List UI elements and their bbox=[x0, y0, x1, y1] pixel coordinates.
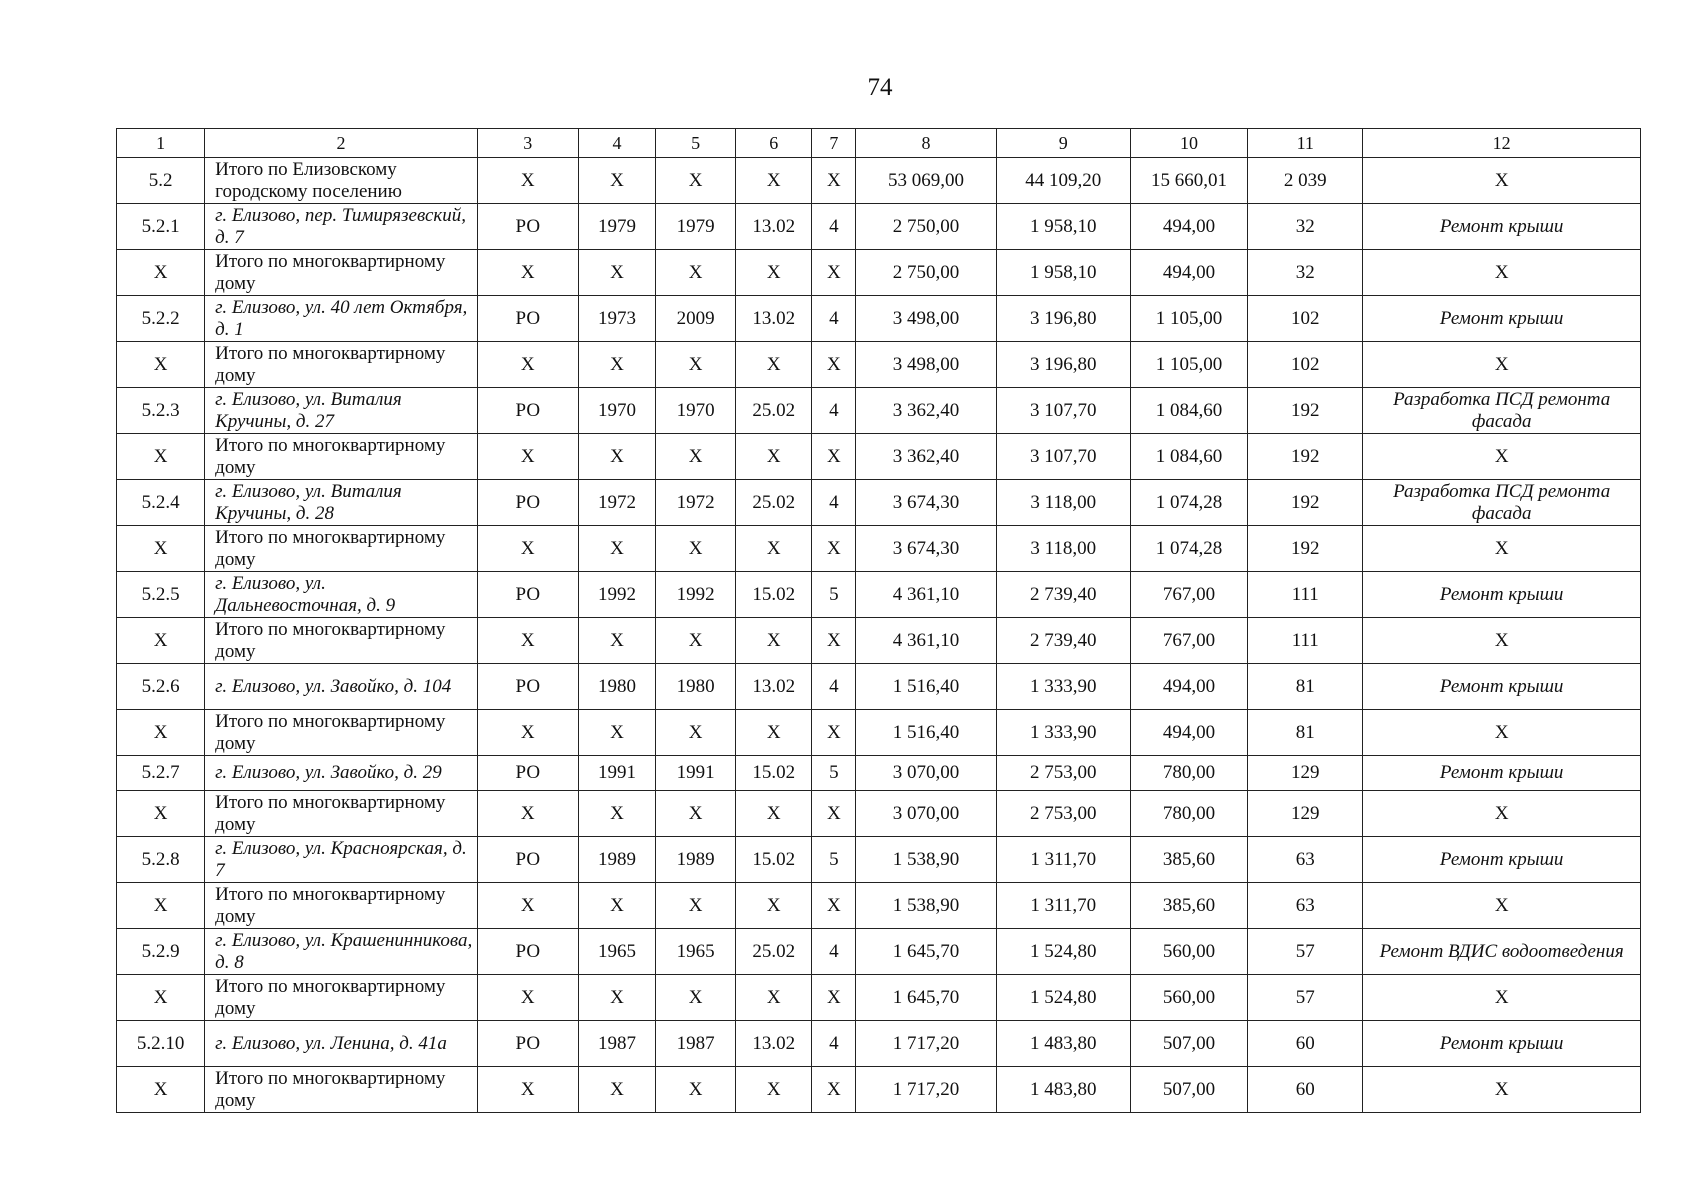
house-row bbox=[117, 296, 1641, 342]
column-header: 6 bbox=[736, 129, 812, 158]
object-name-cell: Итого по Елизовскому городскому поселению bbox=[205, 158, 478, 204]
floors-cell: X bbox=[812, 434, 856, 480]
total-row bbox=[117, 975, 1641, 1021]
living-area-cell: 1 524,80 bbox=[996, 929, 1130, 975]
column-header: 5 bbox=[656, 129, 736, 158]
total-row bbox=[117, 158, 1641, 204]
commission-year-cell: 1989 bbox=[656, 837, 736, 883]
page-number: 74 bbox=[867, 74, 893, 101]
residents-cell: 192 bbox=[1248, 434, 1363, 480]
total-area-cell: 1 717,20 bbox=[856, 1021, 996, 1067]
roof-area-cell: 494,00 bbox=[1130, 204, 1247, 250]
build-year-cell: 1989 bbox=[578, 837, 655, 883]
service-code-cell: 25.02 bbox=[736, 480, 812, 526]
floors-cell: X bbox=[812, 250, 856, 296]
material-cell: РО bbox=[477, 296, 578, 342]
commission-year-cell: X bbox=[656, 710, 736, 756]
residents-cell: 60 bbox=[1248, 1067, 1363, 1113]
material-cell: X bbox=[477, 158, 578, 204]
living-area-cell: 1 524,80 bbox=[996, 975, 1130, 1021]
residents-cell: 102 bbox=[1248, 296, 1363, 342]
commission-year-cell: 1991 bbox=[656, 756, 736, 791]
build-year-cell: 1987 bbox=[578, 1021, 655, 1067]
object-name-cell: г. Елизово, пер. Тимирязевский, д. 7 bbox=[205, 204, 478, 250]
house-row bbox=[117, 388, 1641, 434]
object-name-cell: Итого по многоквартирному дому bbox=[205, 250, 478, 296]
service-code-cell: X bbox=[736, 883, 812, 929]
total-area-cell: 1 538,90 bbox=[856, 883, 996, 929]
service-code-cell: 13.02 bbox=[736, 204, 812, 250]
object-name-cell: г. Елизово, ул. Завойко, д. 29 bbox=[205, 756, 478, 791]
object-name-cell: г. Елизово, ул. 40 лет Октября, д. 1 bbox=[205, 296, 478, 342]
house-row bbox=[117, 204, 1641, 250]
material-cell: РО bbox=[477, 1021, 578, 1067]
build-year-cell: 1980 bbox=[578, 664, 655, 710]
repair-program-table bbox=[116, 128, 1641, 1113]
row-number-cell: 5.2.10 bbox=[117, 1021, 205, 1067]
total-area-cell: 4 361,10 bbox=[856, 618, 996, 664]
floors-cell: 4 bbox=[812, 204, 856, 250]
build-year-cell: 1965 bbox=[578, 929, 655, 975]
total-area-cell: 1 516,40 bbox=[856, 664, 996, 710]
total-area-cell: 2 750,00 bbox=[856, 250, 996, 296]
roof-area-cell: 1 074,28 bbox=[1130, 526, 1247, 572]
roof-area-cell: 560,00 bbox=[1130, 975, 1247, 1021]
total-area-cell: 3 070,00 bbox=[856, 756, 996, 791]
roof-area-cell: 507,00 bbox=[1130, 1067, 1247, 1113]
build-year-cell: X bbox=[578, 158, 655, 204]
work-type-cell: X bbox=[1363, 1067, 1641, 1113]
commission-year-cell: X bbox=[656, 791, 736, 837]
material-cell: X bbox=[477, 975, 578, 1021]
object-name-cell: г. Елизово, ул. Виталия Кручины, д. 27 bbox=[205, 388, 478, 434]
build-year-cell: 1972 bbox=[578, 480, 655, 526]
build-year-cell: 1973 bbox=[578, 296, 655, 342]
residents-cell: 129 bbox=[1248, 791, 1363, 837]
work-type-cell: X bbox=[1363, 710, 1641, 756]
build-year-cell: 1970 bbox=[578, 388, 655, 434]
floors-cell: X bbox=[812, 710, 856, 756]
floors-cell: X bbox=[812, 618, 856, 664]
total-area-cell: 53 069,00 bbox=[856, 158, 996, 204]
work-type-cell: Ремонт крыши bbox=[1363, 572, 1641, 618]
row-number-cell: 5.2.8 bbox=[117, 837, 205, 883]
material-cell: РО bbox=[477, 204, 578, 250]
row-number-cell: X bbox=[117, 1067, 205, 1113]
living-area-cell: 3 118,00 bbox=[996, 480, 1130, 526]
table-body bbox=[117, 129, 1641, 1113]
residents-cell: 81 bbox=[1248, 710, 1363, 756]
build-year-cell: X bbox=[578, 434, 655, 480]
object-name-cell: г. Елизово, ул. Дальневосточная, д. 9 bbox=[205, 572, 478, 618]
row-number-cell: 5.2 bbox=[117, 158, 205, 204]
build-year-cell: X bbox=[578, 342, 655, 388]
roof-area-cell: 767,00 bbox=[1130, 618, 1247, 664]
commission-year-cell: X bbox=[656, 434, 736, 480]
work-type-cell: X bbox=[1363, 618, 1641, 664]
material-cell: X bbox=[477, 526, 578, 572]
work-type-cell: X bbox=[1363, 791, 1641, 837]
row-number-cell: X bbox=[117, 434, 205, 480]
house-row bbox=[117, 572, 1641, 618]
commission-year-cell: 1970 bbox=[656, 388, 736, 434]
house-row bbox=[117, 756, 1641, 791]
row-number-cell: 5.2.5 bbox=[117, 572, 205, 618]
work-type-cell: X bbox=[1363, 434, 1641, 480]
total-area-cell: 1 645,70 bbox=[856, 975, 996, 1021]
service-code-cell: 15.02 bbox=[736, 572, 812, 618]
build-year-cell: 1992 bbox=[578, 572, 655, 618]
floors-cell: 4 bbox=[812, 929, 856, 975]
total-area-cell: 1 717,20 bbox=[856, 1067, 996, 1113]
total-area-cell: 3 362,40 bbox=[856, 434, 996, 480]
roof-area-cell: 1 084,60 bbox=[1130, 388, 1247, 434]
commission-year-cell: 1965 bbox=[656, 929, 736, 975]
floors-cell: X bbox=[812, 975, 856, 1021]
build-year-cell: X bbox=[578, 1067, 655, 1113]
residents-cell: 192 bbox=[1248, 526, 1363, 572]
living-area-cell: 2 739,40 bbox=[996, 572, 1130, 618]
total-area-cell: 3 362,40 bbox=[856, 388, 996, 434]
total-row bbox=[117, 250, 1641, 296]
residents-cell: 32 bbox=[1248, 250, 1363, 296]
total-area-cell: 2 750,00 bbox=[856, 204, 996, 250]
work-type-cell: X bbox=[1363, 342, 1641, 388]
object-name-cell: Итого по многоквартирному дому bbox=[205, 1067, 478, 1113]
column-header: 4 bbox=[578, 129, 655, 158]
work-type-cell: Ремонт крыши bbox=[1363, 1021, 1641, 1067]
floors-cell: 4 bbox=[812, 1021, 856, 1067]
commission-year-cell: 1972 bbox=[656, 480, 736, 526]
floors-cell: 4 bbox=[812, 296, 856, 342]
material-cell: X bbox=[477, 1067, 578, 1113]
house-row bbox=[117, 664, 1641, 710]
column-header: 12 bbox=[1363, 129, 1641, 158]
row-number-cell: X bbox=[117, 618, 205, 664]
commission-year-cell: X bbox=[656, 526, 736, 572]
living-area-cell: 2 753,00 bbox=[996, 756, 1130, 791]
floors-cell: X bbox=[812, 526, 856, 572]
object-name-cell: Итого по многоквартирному дому bbox=[205, 618, 478, 664]
work-type-cell: Разработка ПСД ремонта фасада bbox=[1363, 480, 1641, 526]
floors-cell: 4 bbox=[812, 480, 856, 526]
living-area-cell: 2 739,40 bbox=[996, 618, 1130, 664]
row-number-cell: X bbox=[117, 883, 205, 929]
work-type-cell: Ремонт крыши bbox=[1363, 296, 1641, 342]
floors-cell: X bbox=[812, 1067, 856, 1113]
roof-area-cell: 385,60 bbox=[1130, 837, 1247, 883]
material-cell: X bbox=[477, 250, 578, 296]
commission-year-cell: X bbox=[656, 250, 736, 296]
total-area-cell: 1 516,40 bbox=[856, 710, 996, 756]
total-area-cell: 3 674,30 bbox=[856, 480, 996, 526]
service-code-cell: 13.02 bbox=[736, 664, 812, 710]
service-code-cell: X bbox=[736, 618, 812, 664]
floors-cell: 5 bbox=[812, 756, 856, 791]
commission-year-cell: X bbox=[656, 618, 736, 664]
material-cell: РО bbox=[477, 929, 578, 975]
build-year-cell: X bbox=[578, 975, 655, 1021]
column-header: 1 bbox=[117, 129, 205, 158]
object-name-cell: Итого по многоквартирному дому bbox=[205, 975, 478, 1021]
material-cell: X bbox=[477, 342, 578, 388]
residents-cell: 192 bbox=[1248, 480, 1363, 526]
roof-area-cell: 1 074,28 bbox=[1130, 480, 1247, 526]
row-number-cell: X bbox=[117, 710, 205, 756]
row-number-cell: X bbox=[117, 526, 205, 572]
service-code-cell: 25.02 bbox=[736, 388, 812, 434]
roof-area-cell: 1 105,00 bbox=[1130, 342, 1247, 388]
living-area-cell: 3 196,80 bbox=[996, 342, 1130, 388]
object-name-cell: г. Елизово, ул. Ленина, д. 41а bbox=[205, 1021, 478, 1067]
build-year-cell: X bbox=[578, 526, 655, 572]
service-code-cell: 15.02 bbox=[736, 756, 812, 791]
roof-area-cell: 767,00 bbox=[1130, 572, 1247, 618]
object-name-cell: г. Елизово, ул. Завойко, д. 104 bbox=[205, 664, 478, 710]
living-area-cell: 3 118,00 bbox=[996, 526, 1130, 572]
living-area-cell: 1 311,70 bbox=[996, 837, 1130, 883]
service-code-cell: 25.02 bbox=[736, 929, 812, 975]
living-area-cell: 1 333,90 bbox=[996, 664, 1130, 710]
object-name-cell: Итого по многоквартирному дому bbox=[205, 710, 478, 756]
commission-year-cell: X bbox=[656, 883, 736, 929]
row-number-cell: 5.2.9 bbox=[117, 929, 205, 975]
work-type-cell: X bbox=[1363, 526, 1641, 572]
total-area-cell: 3 498,00 bbox=[856, 342, 996, 388]
service-code-cell: 13.02 bbox=[736, 1021, 812, 1067]
object-name-cell: Итого по многоквартирному дому bbox=[205, 434, 478, 480]
service-code-cell: 13.02 bbox=[736, 296, 812, 342]
row-number-cell: 5.2.2 bbox=[117, 296, 205, 342]
work-type-cell: X bbox=[1363, 883, 1641, 929]
roof-area-cell: 780,00 bbox=[1130, 791, 1247, 837]
living-area-cell: 2 753,00 bbox=[996, 791, 1130, 837]
total-area-cell: 3 674,30 bbox=[856, 526, 996, 572]
material-cell: РО bbox=[477, 572, 578, 618]
row-number-cell: 5.2.7 bbox=[117, 756, 205, 791]
total-row bbox=[117, 618, 1641, 664]
commission-year-cell: 1992 bbox=[656, 572, 736, 618]
floors-cell: X bbox=[812, 158, 856, 204]
commission-year-cell: X bbox=[656, 158, 736, 204]
living-area-cell: 1 958,10 bbox=[996, 204, 1130, 250]
material-cell: РО bbox=[477, 837, 578, 883]
work-type-cell: Ремонт крыши bbox=[1363, 756, 1641, 791]
material-cell: РО bbox=[477, 664, 578, 710]
residents-cell: 57 bbox=[1248, 929, 1363, 975]
material-cell: X bbox=[477, 883, 578, 929]
service-code-cell: X bbox=[736, 250, 812, 296]
roof-area-cell: 780,00 bbox=[1130, 756, 1247, 791]
floors-cell: 4 bbox=[812, 664, 856, 710]
living-area-cell: 1 483,80 bbox=[996, 1067, 1130, 1113]
roof-area-cell: 507,00 bbox=[1130, 1021, 1247, 1067]
column-header: 2 bbox=[205, 129, 478, 158]
row-number-cell: 5.2.3 bbox=[117, 388, 205, 434]
total-row bbox=[117, 434, 1641, 480]
work-type-cell: X bbox=[1363, 250, 1641, 296]
house-row bbox=[117, 929, 1641, 975]
work-type-cell: X bbox=[1363, 975, 1641, 1021]
total-row bbox=[117, 526, 1641, 572]
service-code-cell: X bbox=[736, 526, 812, 572]
residents-cell: 111 bbox=[1248, 618, 1363, 664]
floors-cell: 5 bbox=[812, 837, 856, 883]
roof-area-cell: 385,60 bbox=[1130, 883, 1247, 929]
commission-year-cell: X bbox=[656, 342, 736, 388]
column-header: 10 bbox=[1130, 129, 1247, 158]
residents-cell: 192 bbox=[1248, 388, 1363, 434]
living-area-cell: 1 483,80 bbox=[996, 1021, 1130, 1067]
living-area-cell: 1 311,70 bbox=[996, 883, 1130, 929]
total-area-cell: 3 498,00 bbox=[856, 296, 996, 342]
column-number-header-row bbox=[117, 129, 1641, 158]
floors-cell: X bbox=[812, 342, 856, 388]
row-number-cell: 5.2.6 bbox=[117, 664, 205, 710]
residents-cell: 81 bbox=[1248, 664, 1363, 710]
residents-cell: 57 bbox=[1248, 975, 1363, 1021]
residents-cell: 32 bbox=[1248, 204, 1363, 250]
column-header: 9 bbox=[996, 129, 1130, 158]
build-year-cell: X bbox=[578, 883, 655, 929]
service-code-cell: 15.02 bbox=[736, 837, 812, 883]
total-row bbox=[117, 883, 1641, 929]
roof-area-cell: 1 105,00 bbox=[1130, 296, 1247, 342]
column-header: 3 bbox=[477, 129, 578, 158]
material-cell: X bbox=[477, 710, 578, 756]
service-code-cell: X bbox=[736, 975, 812, 1021]
residents-cell: 2 039 bbox=[1248, 158, 1363, 204]
build-year-cell: X bbox=[578, 250, 655, 296]
living-area-cell: 1 958,10 bbox=[996, 250, 1130, 296]
residents-cell: 129 bbox=[1248, 756, 1363, 791]
total-area-cell: 3 070,00 bbox=[856, 791, 996, 837]
service-code-cell: X bbox=[736, 710, 812, 756]
residents-cell: 60 bbox=[1248, 1021, 1363, 1067]
total-area-cell: 1 538,90 bbox=[856, 837, 996, 883]
material-cell: РО bbox=[477, 388, 578, 434]
object-name-cell: Итого по многоквартирному дому bbox=[205, 791, 478, 837]
work-type-cell: Ремонт крыши bbox=[1363, 837, 1641, 883]
material-cell: X bbox=[477, 618, 578, 664]
column-header: 7 bbox=[812, 129, 856, 158]
total-row bbox=[117, 710, 1641, 756]
commission-year-cell: 2009 bbox=[656, 296, 736, 342]
build-year-cell: X bbox=[578, 618, 655, 664]
material-cell: X bbox=[477, 434, 578, 480]
living-area-cell: 44 109,20 bbox=[996, 158, 1130, 204]
residents-cell: 63 bbox=[1248, 883, 1363, 929]
row-number-cell: X bbox=[117, 250, 205, 296]
living-area-cell: 1 333,90 bbox=[996, 710, 1130, 756]
commission-year-cell: 1980 bbox=[656, 664, 736, 710]
living-area-cell: 3 107,70 bbox=[996, 388, 1130, 434]
object-name-cell: г. Елизово, ул. Красноярская, д. 7 bbox=[205, 837, 478, 883]
floors-cell: 4 bbox=[812, 388, 856, 434]
service-code-cell: X bbox=[736, 1067, 812, 1113]
floors-cell: X bbox=[812, 791, 856, 837]
row-number-cell: X bbox=[117, 342, 205, 388]
roof-area-cell: 1 084,60 bbox=[1130, 434, 1247, 480]
house-row bbox=[117, 1021, 1641, 1067]
living-area-cell: 3 107,70 bbox=[996, 434, 1130, 480]
row-number-cell: X bbox=[117, 791, 205, 837]
object-name-cell: Итого по многоквартирному дому bbox=[205, 883, 478, 929]
work-type-cell: Разработка ПСД ремонта фасада bbox=[1363, 388, 1641, 434]
residents-cell: 111 bbox=[1248, 572, 1363, 618]
roof-area-cell: 494,00 bbox=[1130, 250, 1247, 296]
material-cell: РО bbox=[477, 480, 578, 526]
column-header: 11 bbox=[1248, 129, 1363, 158]
object-name-cell: г. Елизово, ул. Крашенинникова, д. 8 bbox=[205, 929, 478, 975]
total-area-cell: 1 645,70 bbox=[856, 929, 996, 975]
house-row bbox=[117, 480, 1641, 526]
build-year-cell: 1991 bbox=[578, 756, 655, 791]
roof-area-cell: 494,00 bbox=[1130, 664, 1247, 710]
roof-area-cell: 494,00 bbox=[1130, 710, 1247, 756]
service-code-cell: X bbox=[736, 434, 812, 480]
build-year-cell: 1979 bbox=[578, 204, 655, 250]
row-number-cell: X bbox=[117, 975, 205, 1021]
row-number-cell: 5.2.1 bbox=[117, 204, 205, 250]
object-name-cell: г. Елизово, ул. Виталия Кручины, д. 28 bbox=[205, 480, 478, 526]
residents-cell: 102 bbox=[1248, 342, 1363, 388]
residents-cell: 63 bbox=[1248, 837, 1363, 883]
row-number-cell: 5.2.4 bbox=[117, 480, 205, 526]
commission-year-cell: 1979 bbox=[656, 204, 736, 250]
house-row bbox=[117, 837, 1641, 883]
roof-area-cell: 560,00 bbox=[1130, 929, 1247, 975]
service-code-cell: X bbox=[736, 158, 812, 204]
work-type-cell: Ремонт крыши bbox=[1363, 664, 1641, 710]
material-cell: РО bbox=[477, 756, 578, 791]
material-cell: X bbox=[477, 791, 578, 837]
work-type-cell: Ремонт ВДИС водоотведения bbox=[1363, 929, 1641, 975]
build-year-cell: X bbox=[578, 791, 655, 837]
floors-cell: X bbox=[812, 883, 856, 929]
service-code-cell: X bbox=[736, 791, 812, 837]
column-header: 8 bbox=[856, 129, 996, 158]
commission-year-cell: 1987 bbox=[656, 1021, 736, 1067]
total-area-cell: 4 361,10 bbox=[856, 572, 996, 618]
work-type-cell: X bbox=[1363, 158, 1641, 204]
object-name-cell: Итого по многоквартирному дому bbox=[205, 342, 478, 388]
total-row bbox=[117, 791, 1641, 837]
total-row bbox=[117, 342, 1641, 388]
floors-cell: 5 bbox=[812, 572, 856, 618]
living-area-cell: 3 196,80 bbox=[996, 296, 1130, 342]
total-row bbox=[117, 1067, 1641, 1113]
build-year-cell: X bbox=[578, 710, 655, 756]
roof-area-cell: 15 660,01 bbox=[1130, 158, 1247, 204]
commission-year-cell: X bbox=[656, 975, 736, 1021]
object-name-cell: Итого по многоквартирному дому bbox=[205, 526, 478, 572]
commission-year-cell: X bbox=[656, 1067, 736, 1113]
work-type-cell: Ремонт крыши bbox=[1363, 204, 1641, 250]
service-code-cell: X bbox=[736, 342, 812, 388]
